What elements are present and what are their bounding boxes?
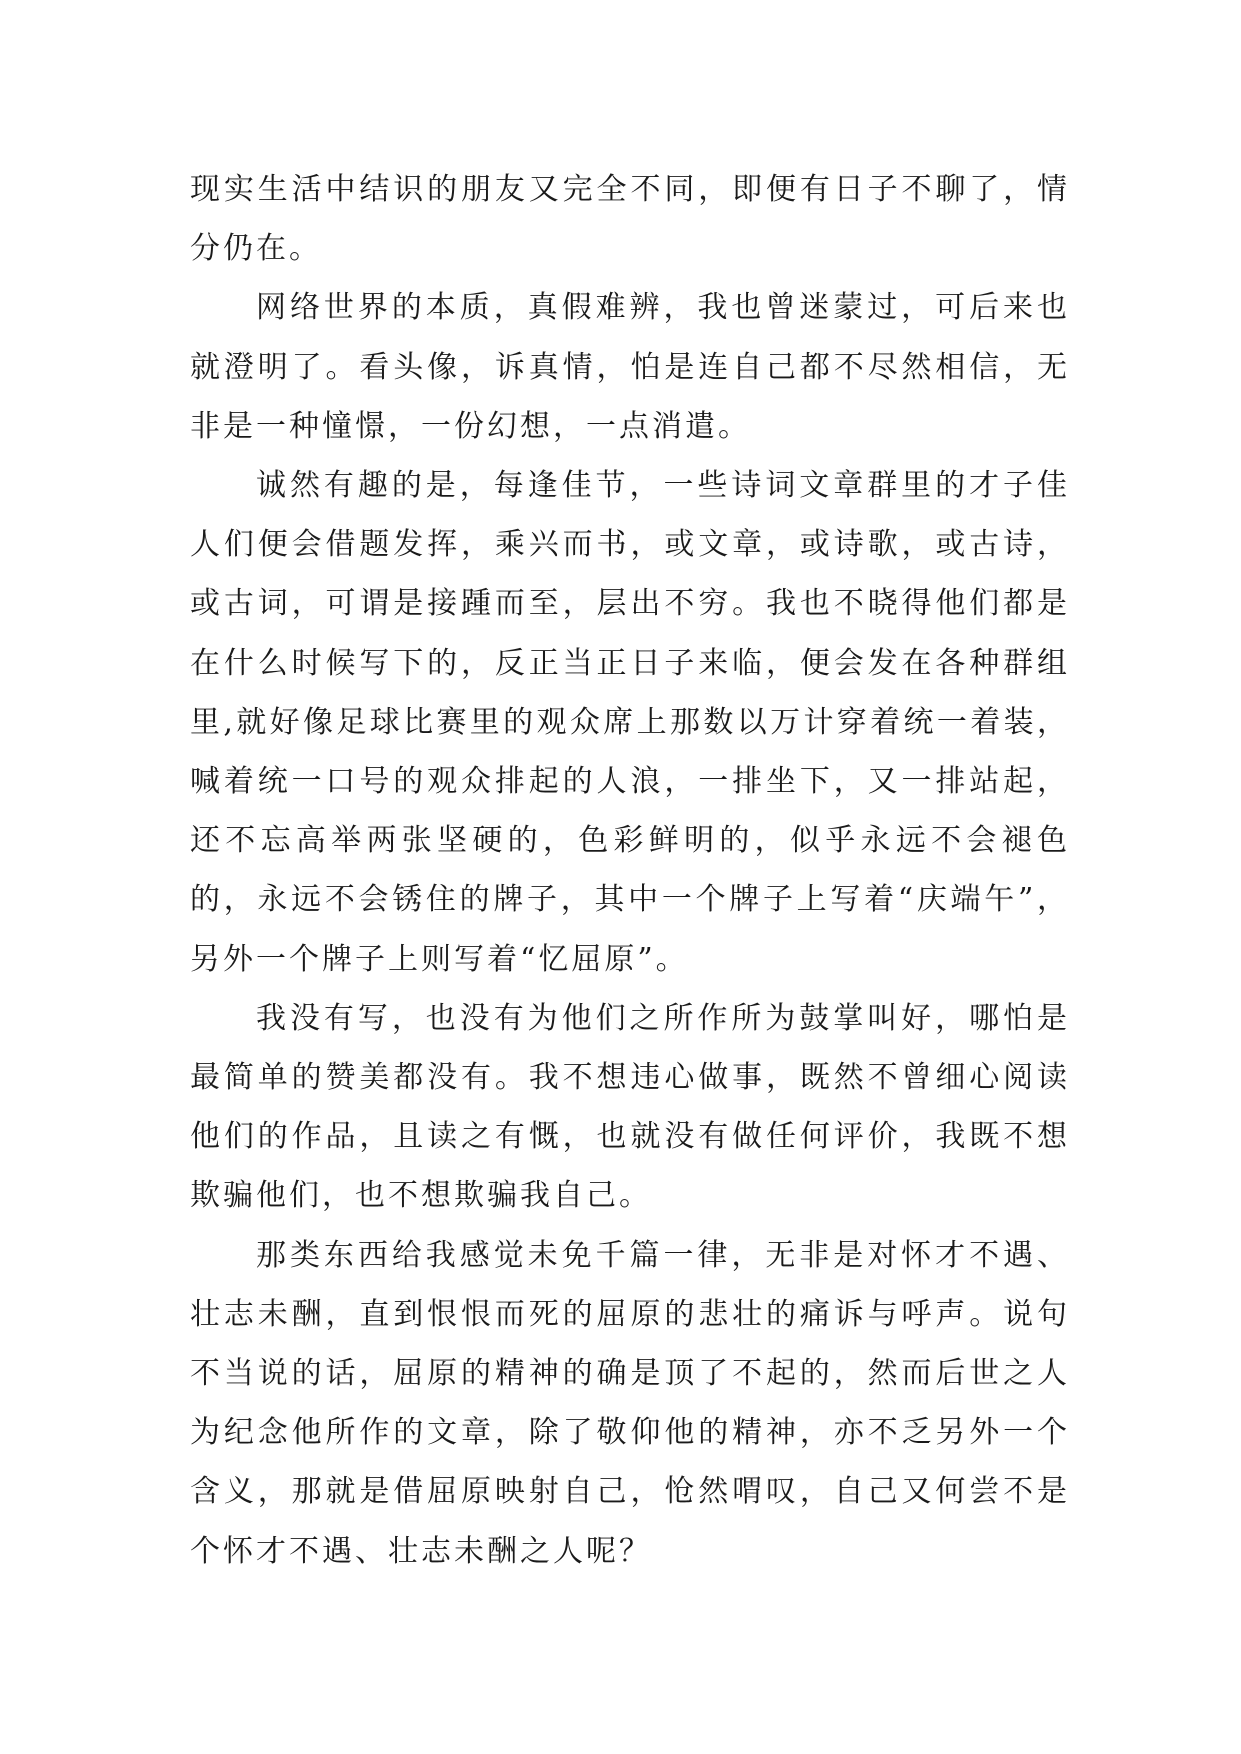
paragraph: 那类东西给我感觉未免千篇一律，无非是对怀才不遇、壮志未酬，直到恨恨而死的屈原的悲壮的痛诉与呼声。说句不当说的话，屈原的精神的确是顶了不起的，然而后世之人为纪念他所作的文章，除了敬仰他的精神，亦不乏另外一个含义，那就是借屈原映射自己，怆然喟叹，自己又何尝不是个怀才不遇、壮志未酬之人呢？ [190, 1237, 1070, 1569]
paragraph: 我没有写，也没有为他们之所作所为鼓掌叫好，哪怕是最简单的赞美都没有。我不想违心做事，既然不曾细心阅读他们的作品，且读之有慨，也就没有做任何评价，我既不想欺骗他们，也不想欺骗我自己。 [190, 1000, 1070, 1214]
paragraph: 诚然有趣的是，每逢佳节，一些诗词文章群里的才子佳人们便会借题发挥，乘兴而书，或文章，或诗歌，或古诗，或古词，可谓是接踵而至，层出不穷。我也不晓得他们都是在什么时候写下的，反正当正日子来临，便会发在各种群组里,就好像足球比赛里的观众席上那数以万计穿着统一着装，喊着统一口号的观众排起的人浪，一排坐下，又一排站起，还不忘高举两张坚硬的，色彩鲜明的，似乎永远不会褪色的，永远不会锈住的牌子，其中一个牌子上写着“庆端午”，另外一个牌子上则写着“忆屈原”。 [190, 468, 1070, 977]
paragraph: 网络世界的本质，真假难辨，我也曾迷蒙过，可后来也就澄明了。看头像，诉真情，怕是连自己都不尽然相信，无非是一种憧憬，一份幻想，一点消遣。 [190, 290, 1070, 444]
paragraph-continuation: 现实生活中结识的朋友又完全不同，即便有日子不聊了，情分仍在。 [190, 172, 1070, 267]
document-body [190, 160, 1070, 1581]
